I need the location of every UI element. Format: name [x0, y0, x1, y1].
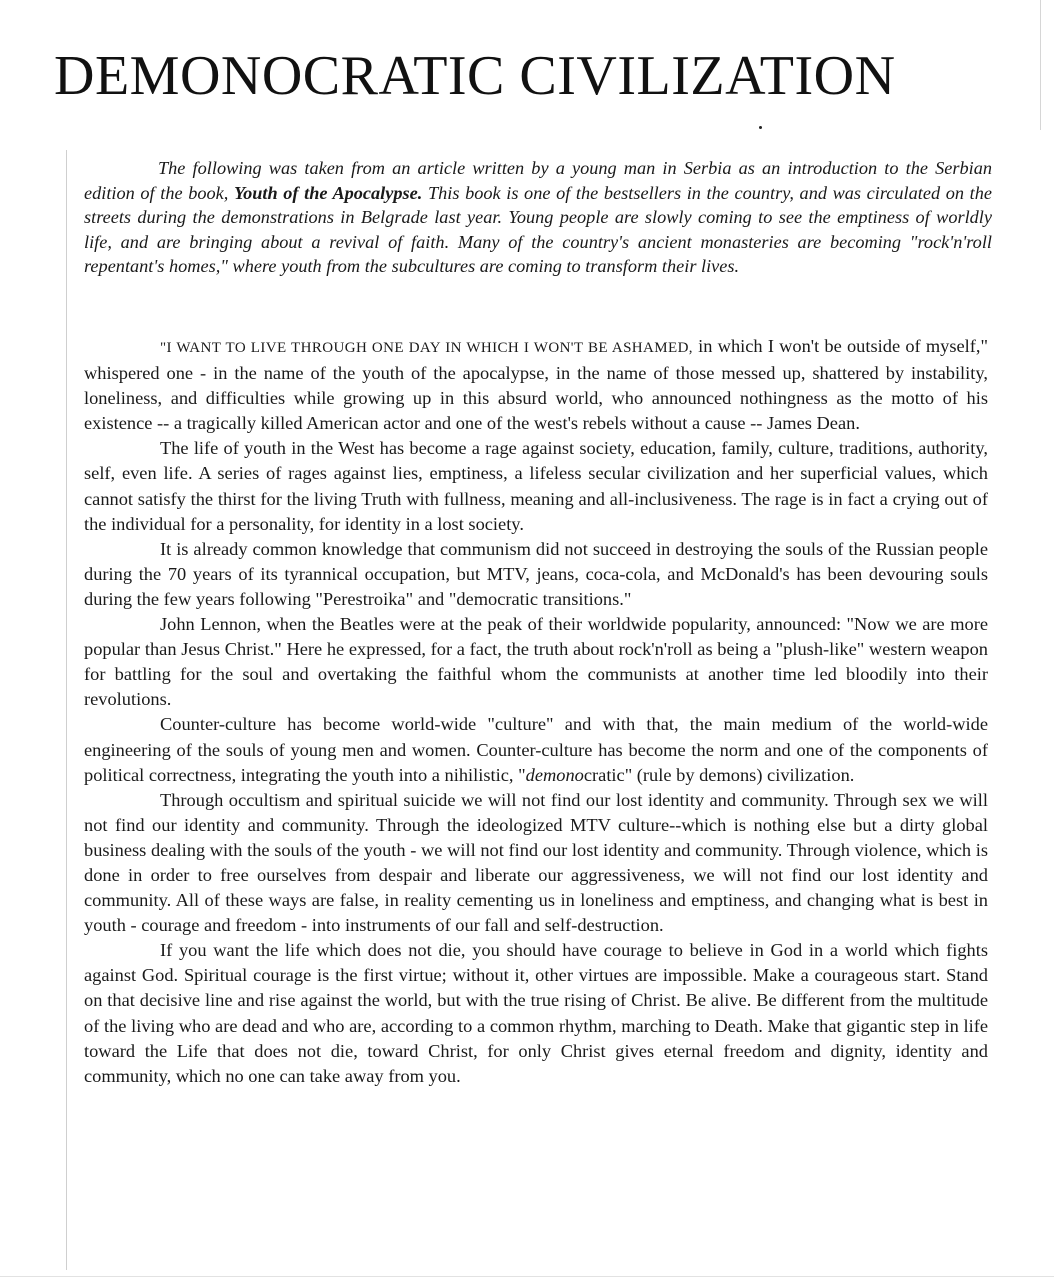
paragraph-5-text-start: Counter-culture has become world-wide "culture" and with that, the main medium of the world-wide engineering of the souls of young men and women. Counter-culture has become the norm and one of the components of political correctness, integrating the youth into a nihilistic, "	[84, 714, 988, 785]
paragraph-1	[84, 334, 988, 436]
intro-paragraph	[84, 156, 992, 279]
ink-speck	[759, 126, 762, 129]
paragraph-5-italic: demono	[525, 764, 584, 785]
bottom-edge-rule	[0, 1276, 1054, 1277]
article-body	[84, 334, 988, 1089]
intro-text-end: This book is one of the bestsellers in the country, and was circulated on the streets during the demonstrations in Belgrade last year. Young people are slowly coming to see the emptiness of worldly life, and are bringing about a revival of faith. Many of the country's ancient monasteries are becoming "rock'n'roll repentant's homes," where youth from the subcultures are coming to transform their lives.	[84, 182, 992, 276]
paragraph-7: If you want the life which does not die, you should have courage to believe in God in a world which fights against God. Spiritual courage is the first virtue; without it, other virtues are impossible. Make a courageous start. Stand on that decisive line and rise against the world, but with the true rising of Christ. Be alive. Be different from the multitude of the living who are dead and who are, according to a common rhythm, marching to Death. Make that gigantic step in life toward the Life that does not die, toward Christ, for only Christ gives eternal freedom and dignity, identity and community, which no one can take away from you.	[84, 940, 988, 1086]
left-margin-rule	[66, 150, 67, 1270]
opening-smallcaps: "I WANT TO LIVE THROUGH ONE DAY IN WHICH I WON'T BE ASHAMED,	[160, 340, 693, 356]
paragraph-6: Through occultism and spiritual suicide we will not find our lost identity and community. Through sex we will not find our identity and community. Through the ideologized MTV culture--which is nothing else but a dirty global business dealing with the souls of the youth - we will not find our lost identity and community. Through violence, which is done in order to free ourselves from despair and liberate our aggressiveness, we will not find our lost identity and community. All of these ways are false, in reality cementing us in loneliness and emptiness, and changing what is best in youth - courage and freedom - into instruments of our fall and self-destruction.	[84, 789, 988, 936]
paragraph-5	[84, 712, 988, 787]
intro-text-start: The following was taken from an article written by a young man in Serbia as an introduction to the Serbian edition of the book,	[84, 158, 992, 203]
paragraph-5-text-end: cratic" (rule by demons) civilization.	[583, 764, 855, 785]
page-title: DEMONOCRATIC CIVILIZATION	[54, 45, 896, 107]
paragraph-1-text: in which I won't be outside of myself," whispered one - in the name of the youth of the apocalypse, in the name of those messed up, shattered by instability, loneliness, and difficulties while growing up in this absurd world, who announced nothingness as the motto of his existence -- a tragically killed American actor and one of the west's rebels without a cause -- James Dean.	[84, 336, 988, 434]
paragraph-3: It is already common knowledge that communism did not succeed in destroying the souls of the Russian people during the 70 years of its tyrannical occupation, but MTV, jeans, coca-cola, and McDonald's has been devouring souls during the few years following "Perestroika" and "democratic transitions."	[84, 538, 988, 609]
paragraph-4: John Lennon, when the Beatles were at the peak of their worldwide popularity, announced: "Now we are more popular than Jesus Christ." Here he expressed, for a fact, the truth about rock'n'roll as being a "plush-like" western weapon for battling for the soul and overtaking the faithful whom the communists at another time led bloodily into their revolutions.	[84, 614, 988, 710]
right-margin-rule	[1040, 0, 1041, 130]
paragraph-2: The life of youth in the West has become a rage against society, education, family, culture, traditions, authority, self, even life. A series of rages against lies, emptiness, a lifeless secular civilization and her superficial values, which cannot satisfy the thirst for the living Truth with fullness, meaning and all-inclusiveness. The rage is in fact a crying out of the individual for a personality, for identity in a lost society.	[84, 438, 988, 534]
editor-introduction	[84, 156, 992, 279]
book-title: Youth of the Apocalypse.	[233, 182, 423, 203]
